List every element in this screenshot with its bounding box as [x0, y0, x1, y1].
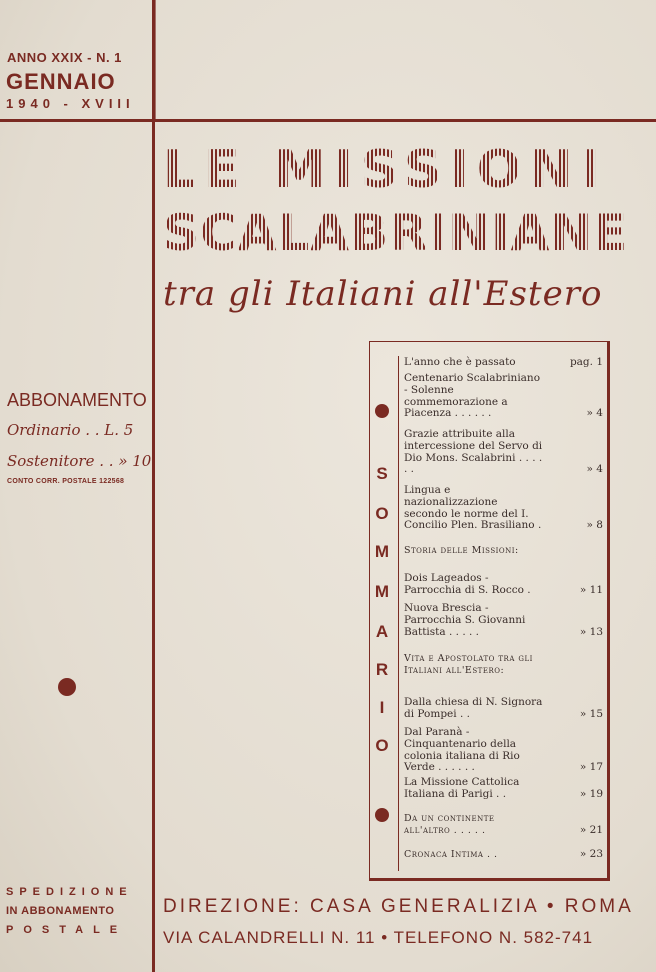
frame-horizontal-line: [0, 119, 656, 122]
postal-account: CONTO CORR. POSTALE 122568: [7, 478, 125, 485]
toc-divider: [398, 356, 399, 871]
decorative-dot: [58, 678, 76, 696]
toc-section-heading: [404, 849, 603, 861]
issue-year: 1940 - XVIII: [6, 96, 135, 111]
toc-entry-page: » 19: [579, 787, 603, 800]
toc-entry: [404, 373, 603, 420]
toc-entry-title: Grazie attribuite alla intercessione del Servo di Dio Mons. Scalabrini . . . . . .: [404, 428, 543, 476]
toc-entry-page: » 11: [579, 583, 603, 596]
toc-section-heading: [404, 813, 603, 837]
toc-section-heading: [404, 653, 603, 677]
title-line-1: LE MISSIONI: [163, 140, 608, 200]
sommario-letter: M: [374, 582, 390, 601]
toc-entry: [404, 777, 603, 801]
toc-entry-title: Vita e Apostolato tra gli Italiani all'Estero:: [404, 653, 533, 676]
postal-note-line-1: SPEDIZIONE: [6, 886, 133, 898]
postal-note-line-3: POSTALE: [6, 924, 128, 936]
toc-entry-page: » 8: [586, 519, 603, 532]
toc-entry-title: Dalla chiesa di N. Signora di Pompei . .: [404, 696, 543, 720]
toc-entry-title: Dal Paranà - Cinquantenario della colonia italiana di Rio Verde . . . . . .: [404, 726, 520, 774]
toc-entry-title: L'anno che è passato: [404, 356, 516, 368]
sommario-dot-bottom: [375, 808, 389, 822]
toc-section-heading: [404, 545, 603, 557]
toc-entry-page: » 13: [579, 625, 603, 638]
toc-entry-page: » 21: [579, 823, 603, 836]
toc-entry-page: » 4: [586, 407, 603, 420]
sommario-letter: I: [379, 698, 385, 717]
toc-entry-title: Centenario Scalabriniano - Solenne commemorazione a Piacenza . . . . . .: [404, 372, 541, 420]
toc-entry-title: Da un continente all'altro . . . . .: [404, 813, 495, 836]
frame-vertical-line: [152, 0, 155, 972]
subtitle: tra gli Italiani all'Estero: [163, 274, 603, 314]
issue-number: ANNO XXIX - N. 1: [7, 50, 122, 65]
toc-entry-title: Lingua e nazionalizzazione secondo le norme del I. Concilio Plen. Brasiliano .: [404, 484, 542, 532]
toc-entry-page: » 15: [579, 707, 603, 720]
toc-entry-title: Cronaca Intima . .: [404, 849, 498, 860]
sommario-letter: S: [376, 464, 388, 483]
sommario-letter: O: [375, 504, 389, 523]
postal-note-line-2: IN ABBONAMENTO: [6, 905, 115, 917]
toc-entry: [404, 697, 603, 721]
sommario-dot-top: [375, 404, 389, 418]
toc-entry: [404, 429, 603, 476]
sommario-letter: R: [375, 660, 389, 679]
toc-entry: [404, 485, 603, 532]
toc-entry-title: Nuova Brescia - Parrocchia S. Giovanni Battista . . . . .: [404, 602, 526, 638]
issue-month: GENNAIO: [6, 69, 116, 94]
toc-entry-title: La Missione Cattolica Italiana di Parigi . .: [404, 776, 520, 800]
toc-entry: [404, 727, 603, 774]
publisher-address: VIA CALANDRELLI N. 11 • TELEFONO N. 582-741: [163, 928, 594, 947]
toc-entry-page: pag. 1: [569, 356, 603, 368]
toc-entry-page: » 4: [586, 463, 603, 476]
toc-entry-page: » 23: [579, 848, 603, 860]
toc-entry-page: » 17: [579, 761, 603, 774]
toc-entry: [404, 603, 603, 638]
frame-inner-line: [155, 0, 156, 119]
subscription-supporter: Sostenitore . . » 10: [7, 452, 152, 470]
subscription-ordinary: Ordinario . . L. 5: [7, 421, 134, 439]
toc-entry: [404, 357, 603, 369]
toc-entry-title: Dois Lageados - Parrocchia di S. Rocco .: [404, 572, 531, 596]
subscription-heading: ABBONAMENTO: [7, 390, 147, 410]
title-line-2: SCALABRINIANE: [163, 204, 629, 262]
toc-entry: [404, 573, 603, 597]
toc-entry-title: Storia delle Missioni:: [404, 545, 519, 556]
sommario-letter: O: [375, 736, 389, 755]
sommario-letter: M: [374, 542, 390, 561]
publisher-direction: DIREZIONE: CASA GENERALIZIA • ROMA: [163, 896, 634, 917]
sommario-letter: A: [375, 622, 389, 641]
